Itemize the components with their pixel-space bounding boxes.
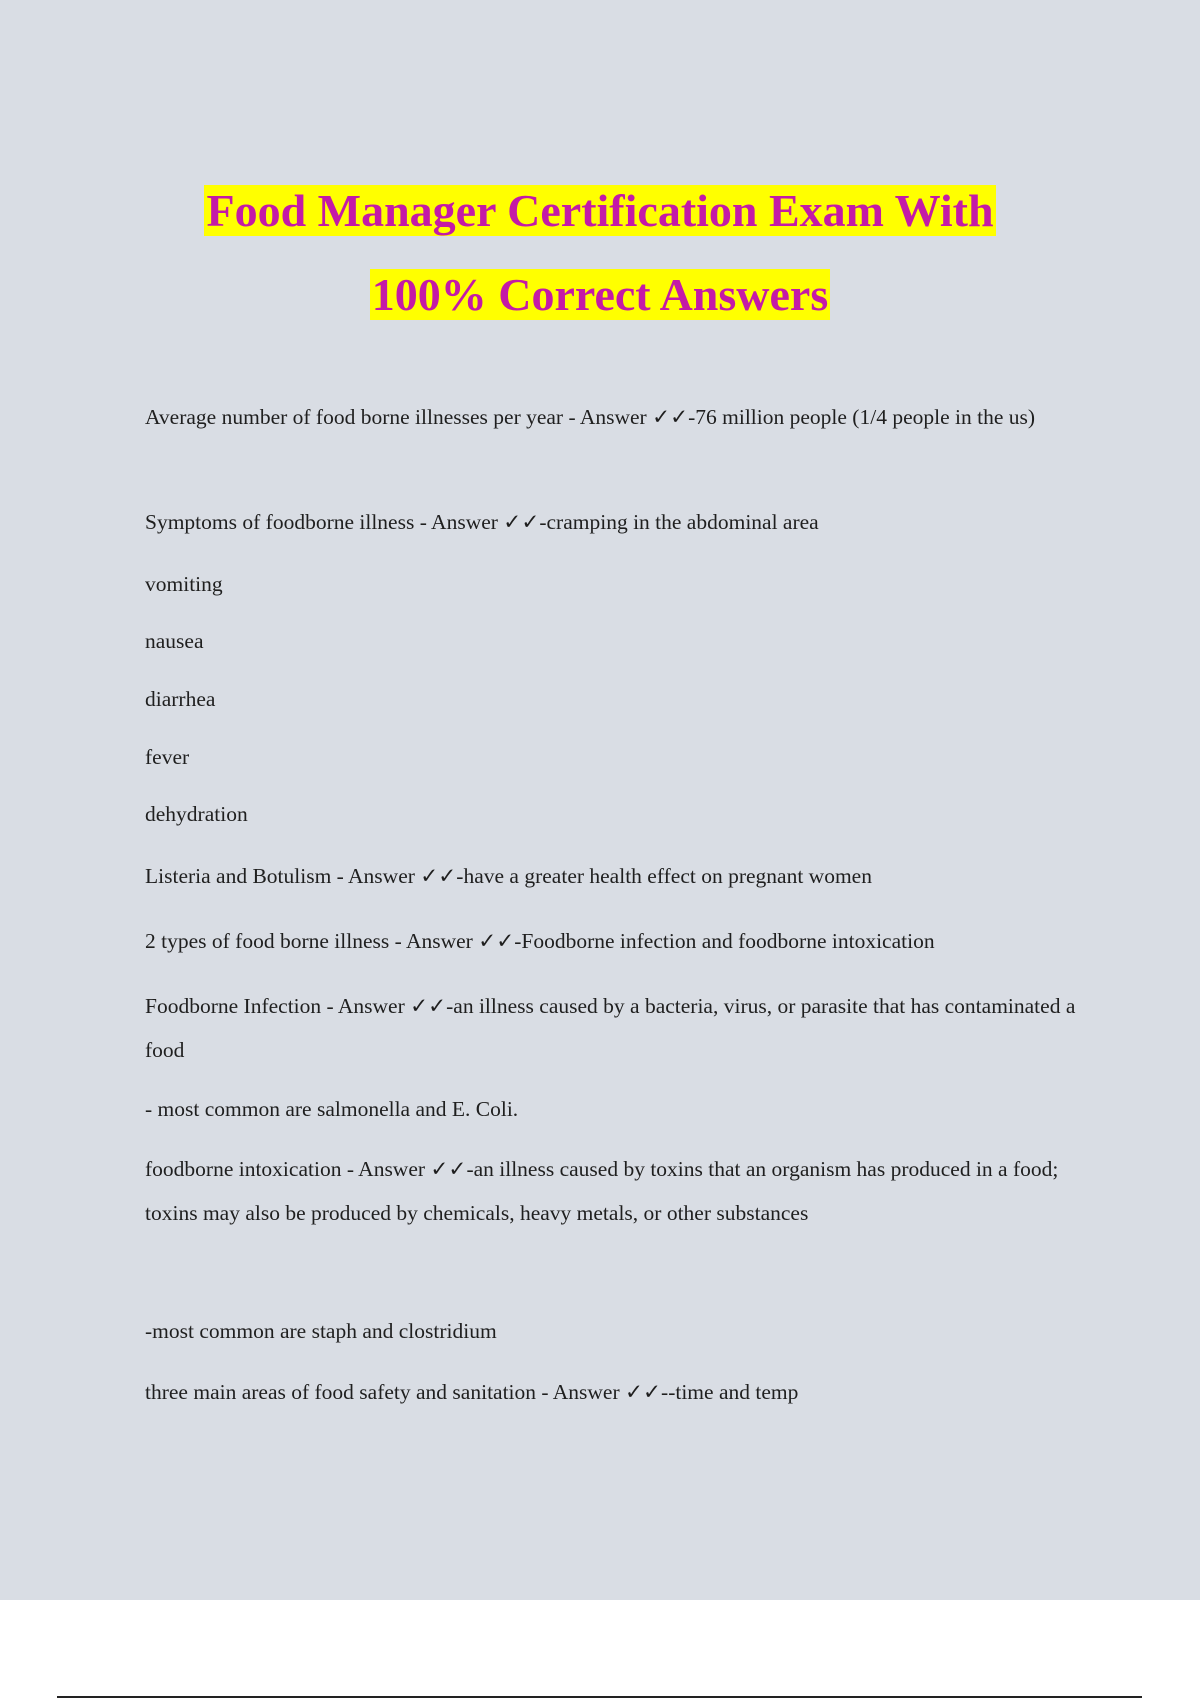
qa-entry: Average number of food borne illnesses per year - Answer ✓✓-76 million people (1/4 people in the us) <box>145 405 1036 429</box>
qa-entry: three main areas of food safety and sanitation - Answer ✓✓--time and temp <box>145 1380 799 1404</box>
list-item: fever <box>145 745 190 769</box>
title-line-1: Food Manager Certification Exam With <box>206 184 994 236</box>
qa-entry: Symptoms of foodborne illness - Answer ✓✓-cramping in the abdominal area <box>145 510 819 534</box>
list-item: - most common are salmonella and E. Coli. <box>145 1097 519 1121</box>
list-item: diarrhea <box>145 687 216 711</box>
list-item: -most common are staph and clostridium <box>145 1319 497 1343</box>
qa-entry: Foodborne Infection - Answer ✓✓-an illness caused by a bacteria, virus, or parasite that has contaminated a food <box>145 994 1076 1062</box>
list-item: nausea <box>145 629 204 653</box>
footer-rule <box>57 1696 1142 1698</box>
qa-entry: foodborne intoxication - Answer ✓✓-an illness caused by toxins that an organism has produced in a food; toxins may also be produced by chemicals, heavy metals, or other substances <box>145 1157 1059 1225</box>
list-item: vomiting <box>145 572 223 596</box>
title-line-2: 100% Correct Answers <box>371 268 829 320</box>
qa-entry: 2 types of food borne illness - Answer ✓✓-Foodborne infection and foodborne intoxication <box>145 929 935 953</box>
document-title <box>0 169 1200 337</box>
qa-entry: Listeria and Botulism - Answer ✓✓-have a greater health effect on pregnant women <box>145 864 872 888</box>
list-item: dehydration <box>145 802 248 826</box>
